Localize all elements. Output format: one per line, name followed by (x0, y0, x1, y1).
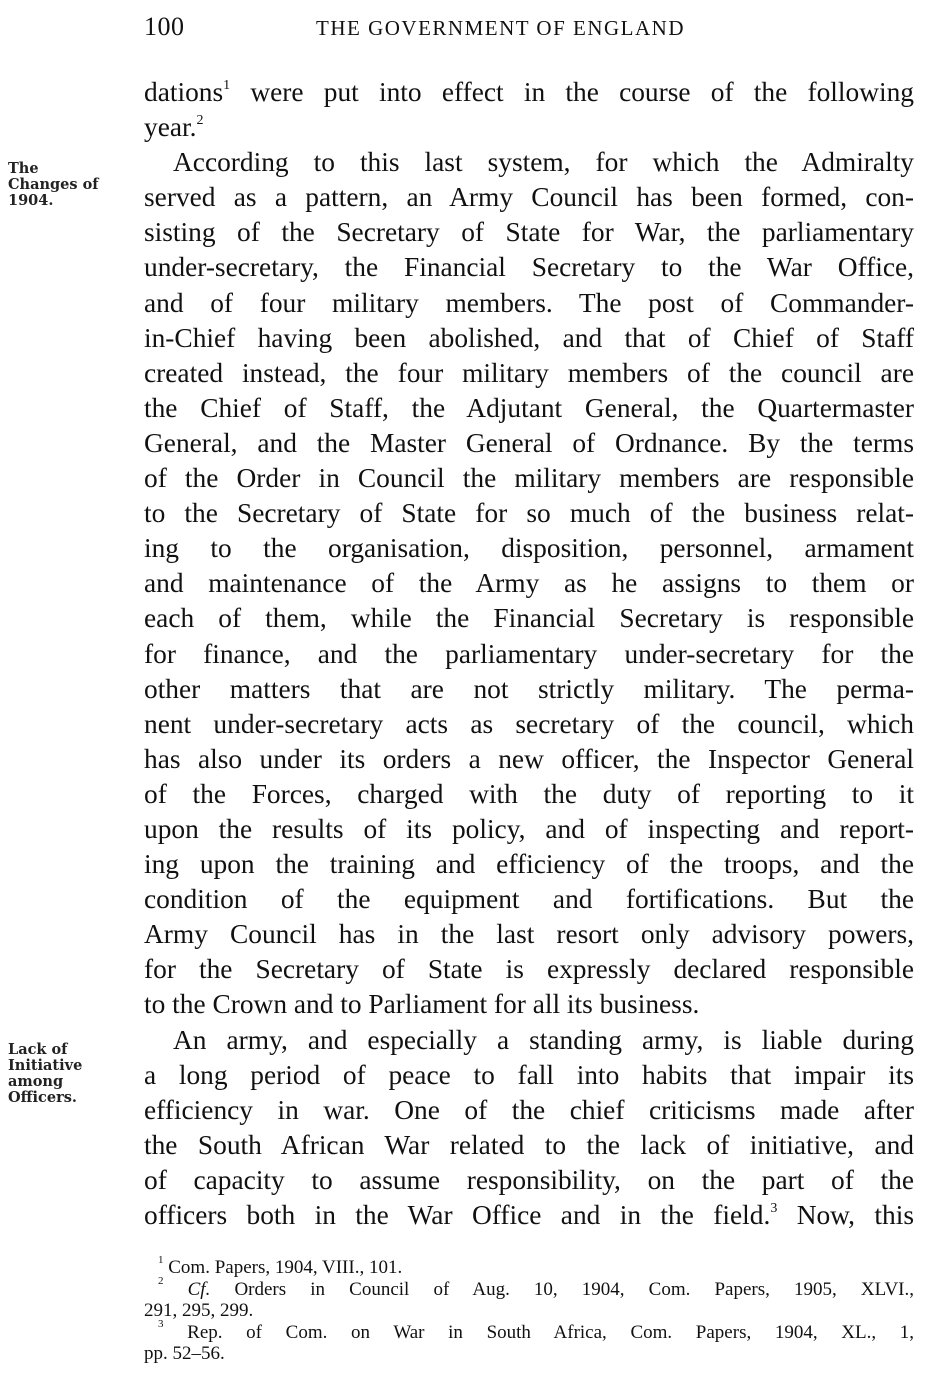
text-line: and of four military members. The post of Commander- (144, 287, 914, 318)
text-line: for the Secretary of State is expressly declared responsible (144, 954, 914, 985)
footnote-3: $^3$ Rep. of Com. on War in South Africa, Com. Papers, 1904, XL., 1, (158, 1318, 914, 1343)
text-line: of capacity to assume responsibility, on the part of the (144, 1164, 914, 1195)
text-line: other matters that are not strictly military. The perma- (144, 673, 914, 704)
footnote-mark: 2 (158, 1275, 164, 1288)
text-line: the South African War related to the lack of initiative, and (144, 1129, 914, 1160)
footnote-mark: 3 (158, 1318, 164, 1331)
text-line: in-Chief having been abolished, and that of Chief of Staff (144, 322, 914, 353)
text-line: to the Secretary of State for so much of the business relat- (144, 498, 914, 529)
text-line: has also under its orders a new officer, the Inspector General (144, 743, 914, 774)
text-line: for finance, and the parliamentary under-secretary for the (144, 638, 914, 669)
text-line: ing to the organisation, disposition, personnel, armament (144, 533, 914, 564)
body-text (144, 75, 914, 1233)
footnotes (144, 1253, 915, 1365)
sidenote-changes-of-1904 (8, 161, 99, 209)
page-number: 100 (144, 12, 185, 41)
sidenote-line: Changes of (8, 176, 99, 193)
text-line: a long period of peace to fall into habits that impair its (144, 1059, 914, 1090)
text-line: An army, and especially a standing army, is liable during (173, 1024, 914, 1055)
text-line: General, and the Master General of Ordnance. By the terms (144, 427, 914, 458)
sidenote-line: The (8, 160, 39, 177)
sidenote-line: Officers. (8, 1089, 77, 1106)
footnote-2-continued: 291, 295, 299. (144, 1300, 254, 1321)
sidenote-lack-of-initiative (8, 1042, 82, 1106)
text-line: of the Forces, charged with the duty of reporting to it (144, 778, 914, 809)
text-line: condition of the equipment and fortifications. But the (144, 884, 914, 915)
footnote-2: $^2$ Cf. Orders in Council of Aug. 10, 1904, Com. Papers, 1905, XLVI., (158, 1275, 915, 1300)
sidenote-line: Initiative (8, 1057, 83, 1074)
text-line: under-secretary, the Financial Secretary to the War Office, (144, 252, 914, 283)
footnote-cf: Cf. (187, 1278, 211, 1300)
text-line: According to this last system, for which the Admiralty (173, 147, 914, 178)
text-line: officers both in the War Office and in the field.$^3$ Now, this (144, 1200, 914, 1230)
text-line: sisting of the Secretary of State for War, the parliamentary (144, 217, 914, 248)
footnote-mark: 1 (158, 1253, 164, 1266)
footnote-3-continued: pp. 52–56. (144, 1343, 225, 1364)
page-header (144, 8, 914, 44)
sidenote-line: Lack of (8, 1041, 68, 1058)
text-line: each of them, while the Financial Secretary is responsible (144, 603, 914, 634)
sidenote-line: 1904. (8, 192, 54, 209)
text-line: ing upon the training and efficiency of the troops, and the (144, 849, 914, 880)
footnote-1: $^1$ Com. Papers, 1904, VIII., 101. (158, 1253, 403, 1278)
footnote-ref: 3 (770, 1200, 778, 1216)
footnote-ref: 2 (196, 112, 204, 128)
text-line: year.$^2$ (144, 112, 204, 143)
text-line: and maintenance of the Army as he assigns to them or (144, 568, 914, 599)
text-line: to the Crown and to Parliament for all its business. (144, 989, 700, 1020)
text-line: Army Council has in the last resort only advisory powers, (144, 919, 914, 950)
text-line: upon the results of its policy, and of inspecting and report- (144, 813, 914, 844)
footnote-ref: 1 (223, 77, 231, 93)
text-line: the Chief of Staff, the Adjutant General, the Quartermaster (144, 392, 914, 423)
text-line: created instead, the four military members of the council are (144, 357, 914, 388)
text-line: nent under-secretary acts as secretary of the council, which (144, 708, 914, 739)
text-line: efficiency in war. One of the chief criticisms made after (144, 1094, 914, 1125)
sidenote-line: among (8, 1073, 64, 1090)
text-line: dations$^1$ were put into effect in the course of the following (144, 77, 914, 107)
running-title: THE GOVERNMENT OF ENGLAND (316, 16, 686, 40)
text-line: of the Order in Council the military members are responsible (144, 463, 914, 494)
text-line: served as a pattern, an Army Council has been formed, con- (144, 182, 914, 213)
